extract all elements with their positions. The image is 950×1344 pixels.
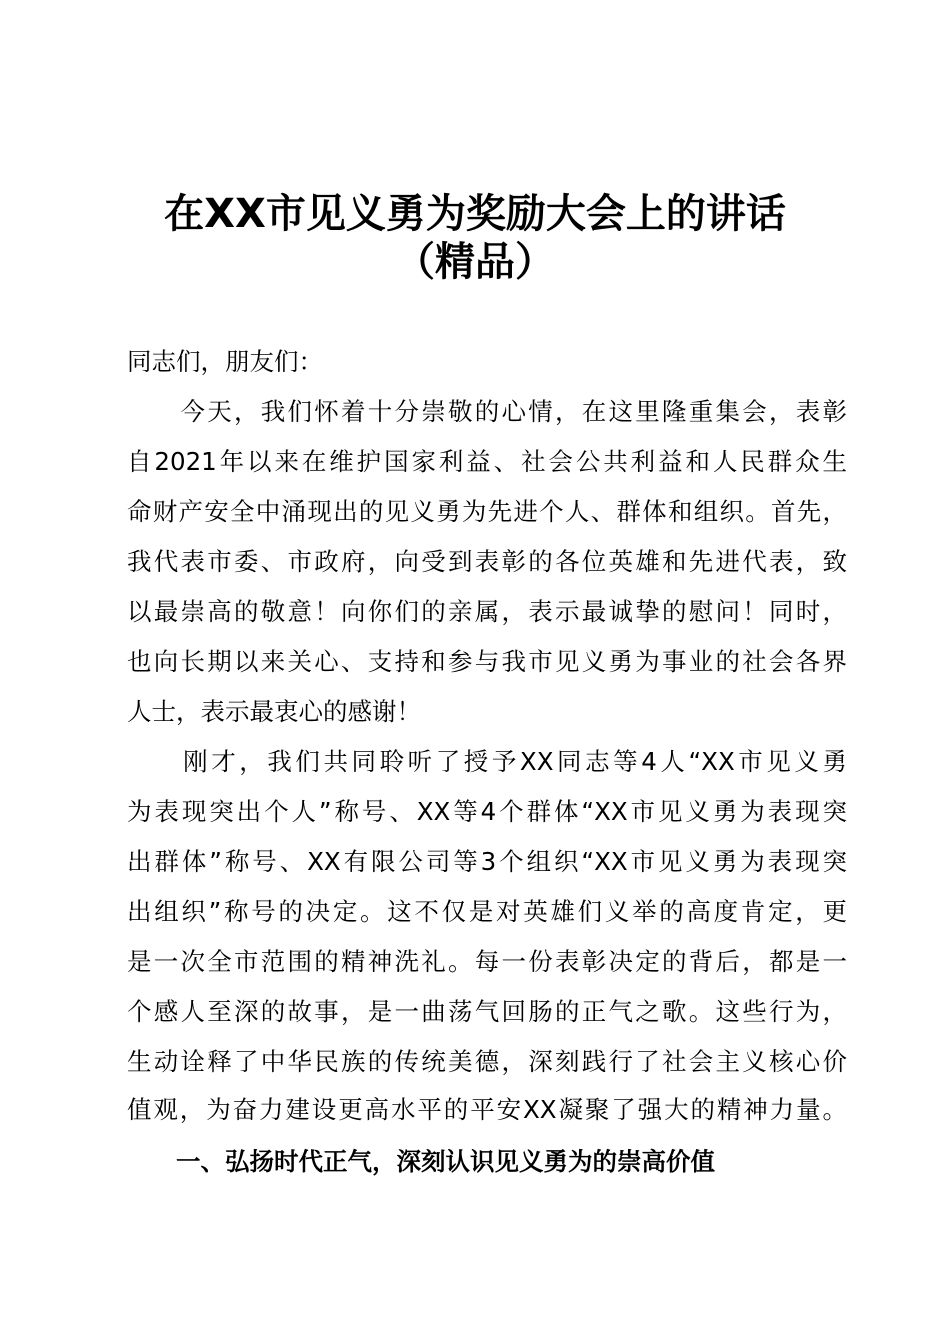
paragraph-line: 刚才，我们共同聆听了授予XX同志等4人“XX市见义勇 xyxy=(127,747,847,776)
section-heading: 一、弘扬时代正气，深刻认识见义勇为的崇高价值 xyxy=(127,1147,715,1176)
paragraph-line: 命财产安全中涌现出的见义勇为先进个人、群体和组织。首先， xyxy=(127,497,847,526)
paragraph-line: 也向长期以来关心、支持和参与我市见义勇为事业的社会各界 xyxy=(127,647,847,676)
document-subtitle: （精品） xyxy=(395,239,555,285)
paragraph-line: 今天，我们怀着十分崇敬的心情，在这里隆重集会，表彰 xyxy=(127,397,847,426)
document-title: 在XX市见义勇为奖励大会上的讲话 xyxy=(164,191,786,237)
paragraph-line: 以最崇高的敬意！向你们的亲属，表示最诚挚的慰问！同时， xyxy=(127,597,847,626)
paragraph-line: 出组织”称号的决定。这不仅是对英雄们义举的高度肯定，更 xyxy=(127,897,847,926)
paragraph-line: 值观，为奋力建设更高水平的平安XX凝聚了强大的精神力量。 xyxy=(127,1095,847,1124)
paragraph-line: 个感人至深的故事，是一曲荡气回肠的正气之歌。这些行为， xyxy=(127,997,847,1026)
paragraph-line: 人士，表示最衷心的感谢！ xyxy=(127,697,421,726)
paragraph-line: 生动诠释了中华民族的传统美德，深刻践行了社会主义核心价 xyxy=(127,1047,847,1076)
paragraph-line: 为表现突出个人”称号、XX等4个群体“XX市见义勇为表现突 xyxy=(127,797,847,826)
paragraph-line: 是一次全市范围的精神洗礼。每一份表彰决定的背后，都是一 xyxy=(127,947,847,976)
paragraph-line: 自2021年以来在维护国家利益、社会公共利益和人民群众生 xyxy=(127,447,847,476)
salutation: 同志们，朋友们： xyxy=(127,347,323,376)
paragraph-line: 出群体”称号、XX有限公司等3个组织“XX市见义勇为表现突 xyxy=(127,847,847,876)
paragraph-line: 我代表市委、市政府，向受到表彰的各位英雄和先进代表，致 xyxy=(127,547,847,576)
